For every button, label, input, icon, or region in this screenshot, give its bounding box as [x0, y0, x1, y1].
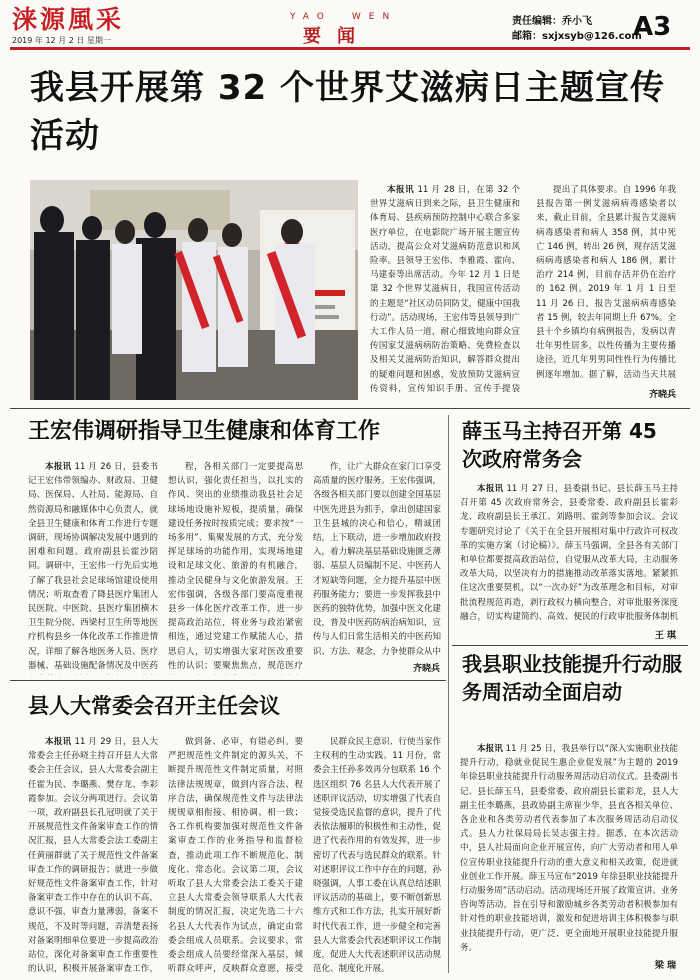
article1-text-2: 提出了具体要求。自 1996 年我县报告第一例艾滋病病毒感染者以来，截止目前，全县累计报告艾滋病病毒感染者和病人 358 例，其中死亡 146 例，转出 26 例，现存活艾滋病病毒感染者和病人 186 例，累计治疗 214 例，目前存活并仍在治疗的 162 例。2019 年 1 月 1 日至 11 月 26 日，报告艾滋病病毒感染者 15 例，较去年同期上升 67%。全县十个乡镇均有病例报告，发病以青壮年男性居多，以性传播为主要传播途径，近几年男男同性性行为传播比例逐年增加。据了解，活动当天共展 [536, 185, 676, 380]
issue-date: 2019 年 12 月 2 日 星期一 [12, 36, 111, 45]
masthead [12, 6, 162, 44]
headline-aids-day: 我县开展第 32 个世界艾滋病日主题宣传活动 [30, 68, 665, 156]
article3-col1 [28, 735, 158, 975]
dateline-label: 本报讯 [477, 744, 503, 754]
section-title: 要闻 [303, 26, 371, 47]
article5-body [460, 742, 678, 954]
divider-2 [10, 680, 446, 681]
article4-body [460, 482, 678, 625]
news-photo [30, 180, 358, 400]
article1-col1 [370, 183, 520, 395]
article2-col2 [168, 460, 303, 675]
event-photo-illustration [30, 180, 358, 400]
article2-text-1: 本报讯 11 月 26 日，县委书记王宏伟带领编办、财政局、卫健局、医保局、人社局、能源局、自然资源局和融媒体中心负责人，就全县卫生健康和体育工作进行专题调研，现场协调解决发展中遇到的困难和问题。政府副县长霍沙陪同。调研中，王宏伟一行先后实地了解了我县社会足球场馆建设使用情况；听取查看了降县医疗集团人民医院、中医院、县医疗集团横木卫生院分院、西梁村卫生所等地医疗机构县乡一体化改革工作推进情况，详细了解各地医务人员、医疗器械、基础设施配备情况及中医药 [28, 462, 158, 671]
article3-text-1: 本报讯 11 月 29 日，县人大常委会主任孙晓主持召开县人大常委会主任会议，县人大常委会副主任霍为民、李璐燕、樊存龙、李彩霞参加。会议分两项进行。会议第一项，政府副县长孔冠明就了关于开展规范性文件备案审查工作的情况汇报，县人大常委会法工委副主任黄丽群就了关于规范性文件备案审查工作的调研报告；就进一步做好规范性文件备案审查工作，针对备案审查工作中存在的认识不高，意识不强，审查力量薄弱，备案不规范，不及时等问题，弄清楚表扬对备案明细单位要进一步提高政治站位，深化对备案审查工作重要性的认识，积极开展备案审查工作， [28, 737, 158, 975]
article5-text: 本报讯 11 月 25 日，我县举行以“深入实施职业技能提升行动，稳就业促民生惠企业促发展”为主题的 2019 年徐县职业技能提升行动服务周活动启动仪式。县委副书记、县长薛玉马，县委常委、政府副县长霍彩龙，县人大副主任李璐燕，县政协副主席崔少华，县直各相关单位、各企业和各类劳动者代表参加了本次服务周活动启动仪式。县人力社保局局长吴志强主持。据悉，在本次活动中，县人社局面向企业开展宣传，向广大劳动者和用人单位宣传职业技能提升行动的重大意义和相关政策，促进就业创业工作开展。薛玉马宣布“2019 年徐县职业技能提升行动服务周”活动启动。活动现场还开展了政策宣讲、业务咨询等活动，旨在引导和激励城乡各类劳动者积极参加有针对性的职业技能培训，激发和促进培训主体积极参与职业技能提升行动，更广泛、更全面地开展职业技能提升服务。 [460, 744, 678, 953]
page-number: A3 [633, 12, 672, 42]
newspaper-name: 涞源風采 [12, 5, 125, 34]
article4-text: 本报讯 11 月 27 日，县委副书记、县长薛玉马主持召开第 45 次政府常务会，县委常委、政府副县长霍彩龙、政府副县长王承江、刘路明、霍剑等参加会议。会议专题研究讨论了《关于在全县开展相对集中行政许可权改革的实施方案（讨论稿）》。薛玉马强调，全县各有关部门和单位都要提高政治站位，自觉服从改革大局，主动服务改革大局，以坚决有力的措施推动改革落实落地。紧紧抓住这次重要契机，以“一次办好”为改革理念和目标，对审批流程规范再造，剥行政权力横向整合，对审批服务深度融合，切实构建简约、高效、便民的行政审批服务体制机 [460, 484, 678, 622]
editor-email: 邮箱：sxjxsyb@126.com [512, 31, 642, 42]
article3-col3 [313, 735, 441, 975]
article3-text-3: 民群众民主意识、行使当家作主权利的生动实践。11 月份，常委会主任孙多效再分包联系 16 个选区组织 76 名县人大代表开展了述职评议活动，切实增强了代表自觉接受选民监督的意识，提升了代表依法履职的积极性和主动性，促进了代表作用的有效发挥，进一步密切了代表与选民群众的联系。针对述职评议工作中存在的问题，孙晓强调，人事工委在认真总结述职评议活动的基础上，要不断创新思维方式和工作方法，扎实开展好新时代代表工作，进一步健全和完善县人大常委会代表述职评议工作制度，促进人大代表述职评议活动规范化、制度化开展。 [313, 737, 441, 975]
article1-text-1: 本报讯 11 月 28 日，在第 32 个世界艾滋病日到来之际，县卫生健康和体育局、县疾病预防控制中心联合多家医疗单位，在电影院广场开展主题宣传活动，提高公众对艾滋病防范意识和风险率。县领导王宏伟、李雅霞、霍向、马建泰等出席活动。今年 12 月 1 日是第 32 个世界艾滋病日，我国宣传活动的主题是“社区动员同防艾，健康中国我行动”。活动现场，王宏伟等县领导到广大工作人员一道，耐心细致地向群众宣传国家艾滋病病防治策略、免费检查以及相关艾滋病防治知识，解答群众提出的疑难问题和困惑，发放预防艾滋病宣传资料，宣传知识手册、宣传手提袋 [370, 185, 520, 394]
dateline-label: 本报讯 [45, 737, 72, 747]
article2-text-3: 作，让广大群众在家门口享受高质量的医疗服务。王宏伟强调，各级各相关部门要以创建全国基层中医先进县为抓手，拿出创建国家卫生县城的决心和信心，精诚团结，上下联动，进一步增加政府投入，着力解决基层基础设施匮乏薄弱、基层人员编制不足、中医药人才短缺等问题，全力提升基层中医药服务能力；要进一步发挥我县中医药的独特优势，加强中医文化建设，普及中医药防病治病知识，宣传与人们日常生活相关的中医药知识、方法、观念，力争使群众从中 [313, 462, 441, 657]
editor-name: 责任编辑：乔小飞 [512, 16, 592, 27]
divider-1 [10, 408, 690, 409]
headline-npc-meeting: 县人大常委会召开主任会议 [28, 694, 280, 718]
headline-vocational-skills: 我县职业技能提升行动服务周活动全面启动 [462, 652, 682, 704]
article2-col1 [28, 460, 158, 675]
dateline-label: 本报讯 [45, 462, 72, 472]
dateline-label: 本报讯 [387, 185, 415, 195]
article3-col2 [168, 735, 303, 975]
article2-text-2: 程，各相关部门一定要提高思想认识，强化责任担当，以扎实的作风、突出的业绩推动我县社会足球场地设施补短板，提质量，确保建设任务按时按质完成；要求按“一场多用”、集聚发展的方式，充分发挥足球场的功能作用，实现场地建设和足球文化、旅游的有机融合，推动全民健身与文化旅游发展。王宏伟强调，各级各部门要高度重视县乡一体化医疗改革工作，进一步提高政治站位，将业务与政治紧密相连，通过党建工作赋能人心，措思启人，切实增强大家对医改重要性的认识；要聚焦焦点，规范医疗 [168, 462, 303, 671]
header-divider [10, 47, 690, 50]
headline-executive-meeting: 薛玉马主持召开第 45 次政府常务会 [462, 419, 657, 471]
article1-byline: 齐晓兵 [648, 390, 676, 400]
article1-col2 [536, 183, 676, 381]
pinyin-wen: WEN [351, 12, 398, 22]
headline-wang-hongwei: 王宏伟调研指导卫生健康和体育工作 [28, 419, 381, 444]
article5-byline: 梁 瑞 [654, 961, 676, 971]
pinyin-yao: YAO [290, 12, 332, 22]
article4-byline: 王 琪 [654, 631, 676, 641]
section-pinyin [290, 12, 420, 22]
divider-3 [452, 645, 688, 646]
article2-byline: 齐晓兵 [412, 664, 440, 674]
article2-col3 [313, 460, 441, 660]
article3-text-2: 做到备、必审，有错必纠。要严把规范性文件制定的源头关，不断提升规范性文件制定质量，对照法律法规规章，做到内容合法、程序合法，确保规范性文件与法律法规规章相衔接、相协调、相一致；各工作机构要加强对规范性文件备案审查工作的业务指导和监督检查，推动此项工作不断规范化、制度化、常态化。会议第二项，会议听取了县人大常委会法工委关于建立县人大常委会领导联系人大代表制度的情况汇报，决定先选二十六名县人大代表作为试点，确定由常委会组成人员联系。会议要求，常委会组成人员要经常深入基层，倾听群众呼声，反映群众意愿，接受 [168, 737, 303, 975]
editor-info [512, 14, 642, 44]
dateline-label: 本报讯 [477, 484, 504, 494]
column-divider [448, 415, 449, 973]
